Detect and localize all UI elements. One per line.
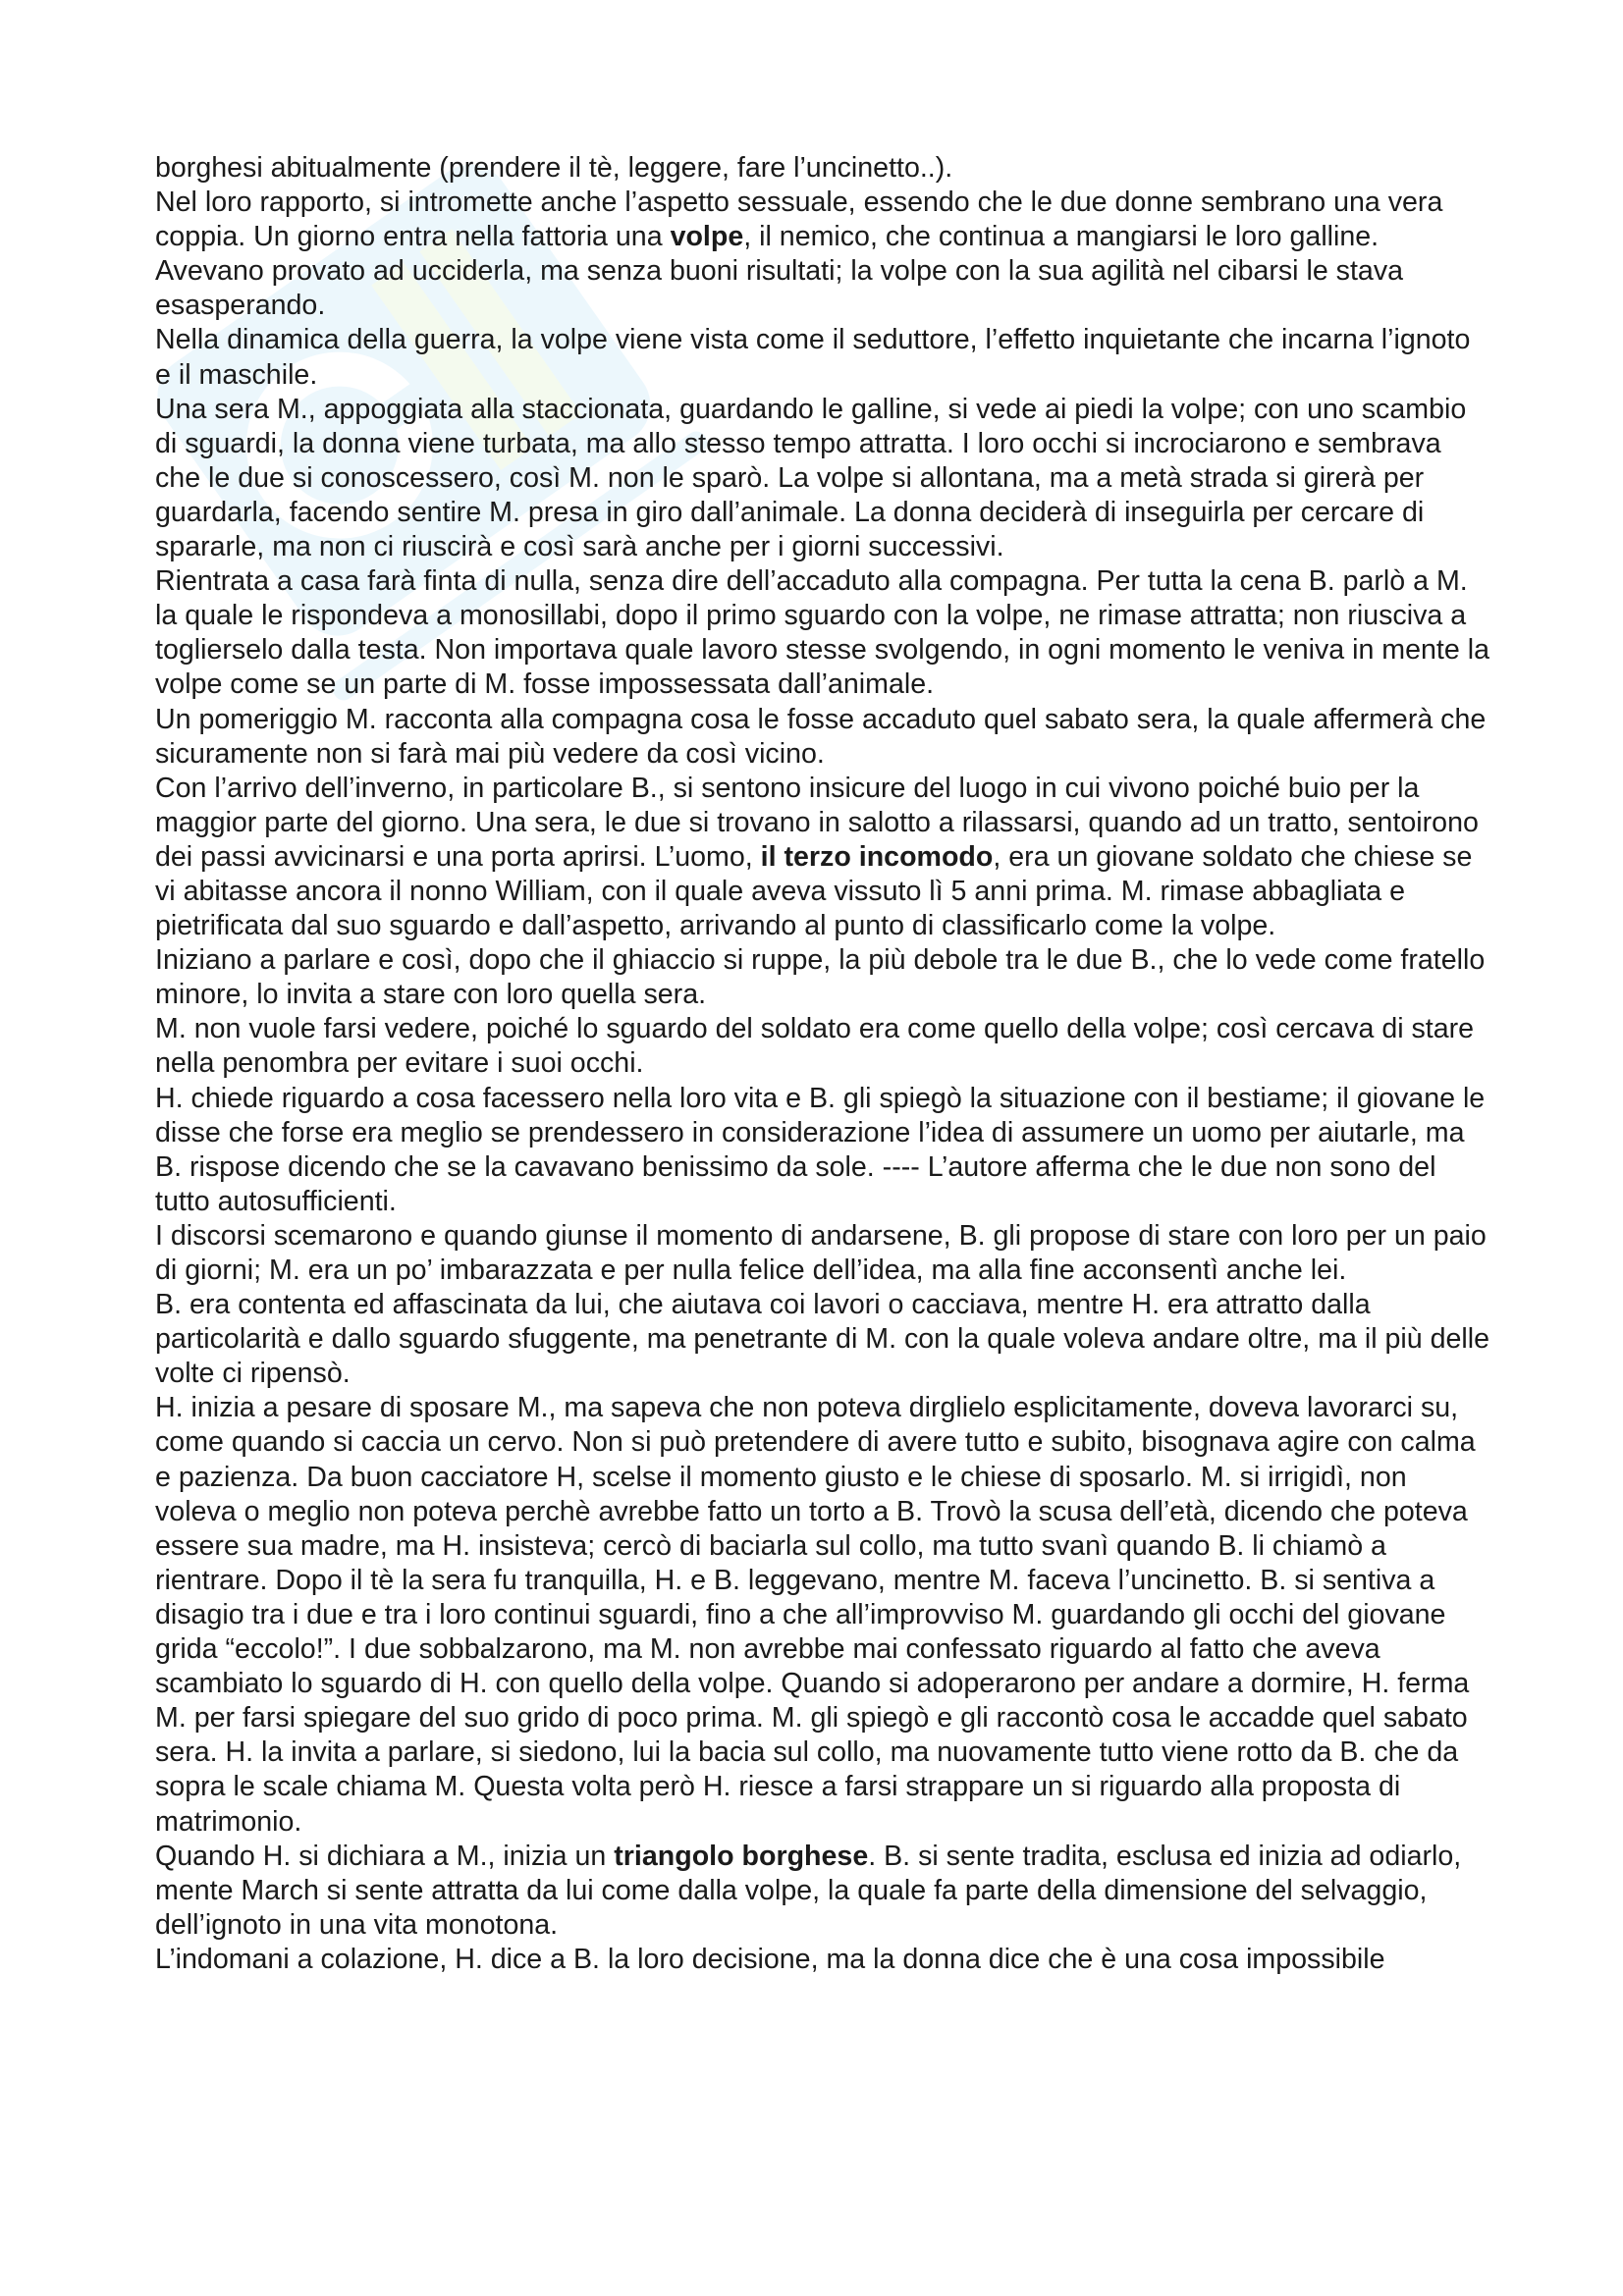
paragraph: [155, 1082, 1490, 1219]
text-run: . B. si sente tradita, esclusa ed inizia ad odiarlo, mente March si sente attratta da lui come dalla volpe, la quale fa parte della dimensione del selvaggio, dell’ignoto in una vita monotona.: [155, 1840, 1462, 1941]
text-run: , era un giovane soldato che chiese se vi abitasse ancora il nonno William, con il quale aveva vissuto lì 5 anni prima. M. rimase abbagliata e pietrificata dal suo sguardo e dall’aspetto, arrivando al punto di classificarlo come la volpe.: [155, 840, 1473, 942]
paragraph: [155, 1012, 1490, 1081]
text-run: Quando H. si dichiara a M., inizia un: [155, 1840, 615, 1872]
paragraph: [155, 1391, 1490, 1839]
paragraph: [155, 393, 1490, 564]
document-body: [155, 151, 1490, 1977]
bold-text: volpe: [670, 221, 744, 253]
text-run: Con l’arrivo dell’inverno, in particolare B., si sentono insicure del luogo in cui vivono poiché buio per la maggior parte del giorno. Una sera, le due si trovano in salotto a rilassarsi, quando ad un tratto, sentoirono dei passi avvicinarsi e una porta aprirsi. L’uomo,: [155, 772, 1479, 873]
text-run: B. era contenta ed affascinata da lui, che aiutava coi lavori o cacciava, mentre H. era attratto dalla particolarità e dallo sguardo sfuggente, ma penetrante di M. con la quale voleva andare oltre, ma il più delle volte ci ripensò.: [155, 1289, 1490, 1390]
paragraph: [155, 1840, 1490, 1943]
paragraph: [155, 1288, 1490, 1391]
bold-text: triangolo borghese: [614, 1840, 869, 1872]
paragraph: [155, 151, 1490, 186]
paragraph: [155, 186, 1490, 323]
paragraph: [155, 943, 1490, 1012]
text-run: Nel loro rapporto, si intromette anche l’aspetto sessuale, essendo che le due donne sembrano una vera coppia. Un giorno entra nella fattoria una: [155, 187, 1443, 253]
text-run: Nella dinamica della guerra, la volpe viene vista come il seduttore, l’effetto inquietante che incarna l’ignoto e il maschile.: [155, 324, 1471, 391]
text-run: M. non vuole farsi vedere, poiché lo sguardo del soldato era come quello della volpe; così cercava di stare nella penombra per evitare i suoi occhi.: [155, 1013, 1475, 1080]
text-run: Una sera M., appoggiata alla staccionata, guardando le galline, si vede ai piedi la volpe; con uno scambio di sguardi, la donna viene turbata, ma allo stesso tempo attratta. I loro occhi si incrociarono e sembrava che le due si conoscessero, così M. non le sparò. La volpe si allontana, ma a metà strada si girerà per guardarla, facendo sentire M. presa in giro dall’animale. La donna deciderà di inseguirla per cercare di spararle, ma non ci riuscirà e così sarà anche per i giorni successivi.: [155, 393, 1467, 563]
text-run: borghesi abitualmente (prendere il tè, leggere, fare l’uncinetto..).: [155, 152, 953, 184]
text-run: H. chiede riguardo a cosa facessero nella loro vita e B. gli spiegò la situazione con il bestiame; il giovane le disse che forse era meglio se prendessero in considerazione l’idea di assumere un uomo per aiutarle, ma B. rispose dicendo che se la cavavano benissimo da sole. ---- L’autore afferma che le due non sono del tutto autosufficienti.: [155, 1082, 1486, 1217]
text-run: L’indomani a colazione, H. dice a B. la loro decisione, ma la donna dice che è una cosa impossibile: [155, 1943, 1385, 1975]
paragraph: [155, 564, 1490, 702]
text-run: H. inizia a pesare di sposare M., ma sapeva che non poteva dirglielo esplicitamente, doveva lavorarci su, come quando si caccia un cervo. Non si può pretendere di avere tutto e subito, bisognava agire con calma e pazienza. Da buon cacciatore H, scelse il momento giusto e le chiese di sposarlo. M. si irrigidì, non voleva o meglio non poteva perchè avrebbe fatto un torto a B. Trovò la scusa dell’età, dicendo che poteva essere sua madre, ma H. insisteva; cercò di baciarla sul collo, ma tutto svanì quando B. li chiamò a rientrare. Dopo il tè la sera fu tranquilla, H. e B. leggevano, mentre M. faceva l’uncinetto. B. si sentiva a disagio tra i due e tra i loro continui sguardi, fino a che all’improvviso M. guardando gli occhi del giovane grida “eccolo!”. I due sobbalzarono, ma M. non avrebbe mai confessato riguardo al fatto che aveva scambiato lo sguardo di H. con quello della volpe. Quando si adoperarono per andare a dormire, H. ferma M. per farsi spiegare del suo grido di poco prima. M. gli spiegò e gli raccontò cosa le accadde quel sabato sera. H. la invita a parlare, si siedono, lui la bacia sul collo, ma nuovamente tutto viene rotto da B. che da sopra le scale chiama M. Questa volta però H. riesce a farsi strappare un si riguardo alla proposta di matrimonio.: [155, 1392, 1476, 1838]
bold-text: il terzo incomodo: [760, 840, 994, 873]
text-run: I discorsi scemarono e quando giunse il momento di andarsene, B. gli propose di stare con loro per un paio di giorni; M. era un po’ imbarazzata e per nulla felice dell’idea, ma alla fine acconsentì anche lei.: [155, 1219, 1487, 1286]
text-run: Rientrata a casa farà finta di nulla, senza dire dell’accaduto alla compagna. Per tutta la cena B. parlò a M. la quale le rispondeva a monosillabi, dopo il primo sguardo con la volpe, ne rimase attratta; non riusciva a toglierselo dalla testa. Non importava quale lavoro stesse svolgendo, in ogni momento le veniva in mente la volpe come se un parte di M. fosse impossessata dall’animale.: [155, 565, 1489, 701]
text-run: Un pomeriggio M. racconta alla compagna cosa le fosse accaduto quel sabato sera, la quale affermerà che sicuramente non si farà mai più vedere da così vicino.: [155, 703, 1487, 770]
paragraph: [155, 1943, 1490, 1977]
text-run: , il nemico, che continua a mangiarsi le loro galline. Avevano provato ad ucciderla, ma senza buoni risultati; la volpe con la sua agilità nel cibarsi le stava esasperando.: [155, 221, 1404, 322]
paragraph: [155, 772, 1490, 943]
paragraph: [155, 1219, 1490, 1288]
paragraph: [155, 703, 1490, 772]
text-run: Iniziano a parlare e così, dopo che il ghiaccio si ruppe, la più debole tra le due B., che lo vede come fratello minore, lo invita a stare con loro quella sera.: [155, 944, 1486, 1011]
paragraph: [155, 323, 1490, 392]
